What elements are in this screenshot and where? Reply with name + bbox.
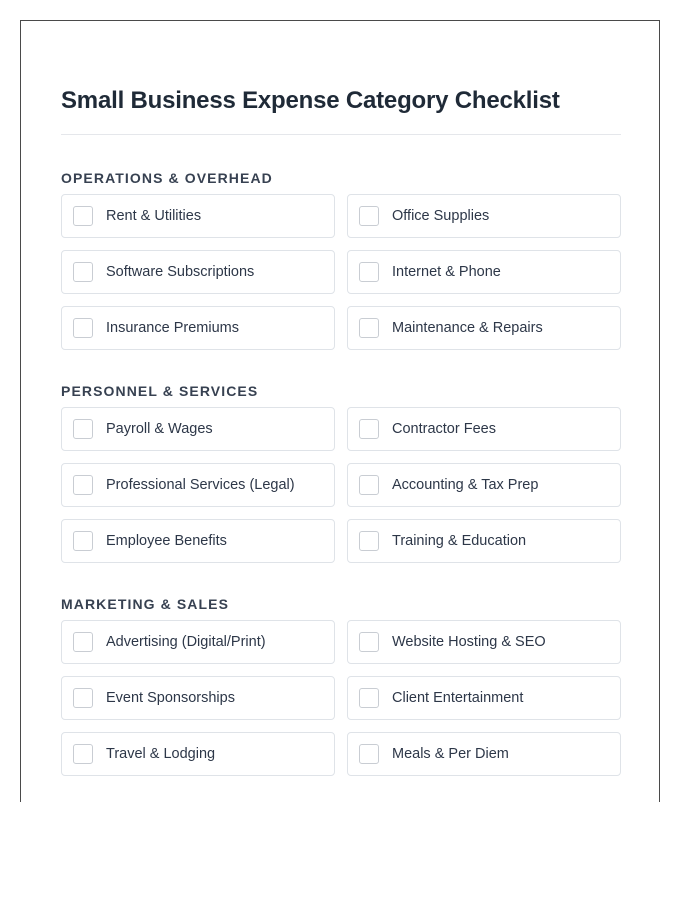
section-operations-overhead — [61, 170, 621, 336]
checkbox[interactable] — [359, 419, 379, 439]
checklist-item-label: Employee Benefits — [106, 533, 227, 549]
checklist-item-accounting-tax-prep[interactable] — [347, 463, 621, 507]
checkbox[interactable] — [73, 206, 93, 226]
checklist-item-website-hosting-seo[interactable] — [347, 620, 621, 664]
checklist-item-advertising[interactable] — [61, 620, 335, 664]
checklist-item-label: Travel & Lodging — [106, 746, 216, 762]
checklist-grid — [61, 194, 621, 350]
checklist-item-contractor-fees[interactable] — [347, 407, 621, 451]
checklist-item-label: Internet & Phone — [392, 264, 501, 280]
checkbox[interactable] — [73, 262, 93, 282]
checkbox[interactable] — [359, 744, 379, 764]
checkbox[interactable] — [359, 262, 379, 282]
checklist-item-label: Contractor Fees — [392, 421, 496, 437]
checklist-item-training-education[interactable] — [347, 519, 621, 563]
checklist-item-travel-lodging[interactable] — [61, 732, 335, 776]
checklist-item-insurance-premiums[interactable] — [61, 306, 335, 350]
checkbox[interactable] — [359, 688, 379, 708]
checklist-item-label: Client Entertainment — [392, 690, 524, 706]
checklist-item-label: Professional Services (Legal) — [106, 477, 295, 493]
checklist-item-internet-phone[interactable] — [347, 250, 621, 294]
checklist-item-label: Accounting & Tax Prep — [392, 477, 539, 493]
checkbox[interactable] — [73, 318, 93, 338]
section-personnel-services — [61, 383, 621, 549]
section-heading: OPERATIONS & OVERHEAD — [61, 170, 273, 186]
checklist-item-label: Payroll & Wages — [106, 421, 213, 437]
checkbox[interactable] — [73, 419, 93, 439]
checkbox[interactable] — [359, 632, 379, 652]
checklist-item-rent-utilities[interactable] — [61, 194, 335, 238]
checkbox[interactable] — [359, 206, 379, 226]
section-heading: MARKETING & SALES — [61, 596, 230, 612]
checkbox[interactable] — [359, 531, 379, 551]
checkbox[interactable] — [73, 475, 93, 495]
checklist-item-office-supplies[interactable] — [347, 194, 621, 238]
checklist-item-software-subscriptions[interactable] — [61, 250, 335, 294]
section-heading: PERSONNEL & SERVICES — [61, 383, 259, 399]
checkbox[interactable] — [73, 632, 93, 652]
checklist-item-label: Event Sponsorships — [106, 690, 235, 706]
checklist-item-label: Software Subscriptions — [106, 264, 255, 280]
checklist-item-label: Rent & Utilities — [106, 208, 202, 224]
checklist-item-label: Advertising (Digital/Print) — [106, 634, 266, 650]
checklist-item-label: Meals & Per Diem — [392, 746, 509, 762]
checklist-item-label: Training & Education — [392, 533, 527, 549]
checklist-item-payroll-wages[interactable] — [61, 407, 335, 451]
checklist-item-label: Insurance Premiums — [106, 320, 239, 336]
checklist-item-maintenance-repairs[interactable] — [347, 306, 621, 350]
checklist-item-meals-per-diem[interactable] — [347, 732, 621, 776]
checklist-grid — [61, 620, 621, 776]
checklist-item-employee-benefits[interactable] — [61, 519, 335, 563]
checklist-card — [20, 20, 660, 802]
checklist-item-event-sponsorships[interactable] — [61, 676, 335, 720]
title-divider — [61, 134, 621, 135]
checkbox[interactable] — [359, 475, 379, 495]
checkbox[interactable] — [73, 688, 93, 708]
checklist-item-client-entertainment[interactable] — [347, 676, 621, 720]
checklist-grid — [61, 407, 621, 563]
checkbox[interactable] — [73, 744, 93, 764]
checkbox[interactable] — [73, 531, 93, 551]
checklist-item-label: Maintenance & Repairs — [392, 320, 543, 336]
page-title: Small Business Expense Category Checklist — [61, 87, 560, 114]
checklist-item-professional-services[interactable] — [61, 463, 335, 507]
checklist-item-label: Office Supplies — [392, 208, 490, 224]
checklist-item-label: Website Hosting & SEO — [392, 634, 546, 650]
checkbox[interactable] — [359, 318, 379, 338]
section-marketing-sales — [61, 596, 621, 762]
